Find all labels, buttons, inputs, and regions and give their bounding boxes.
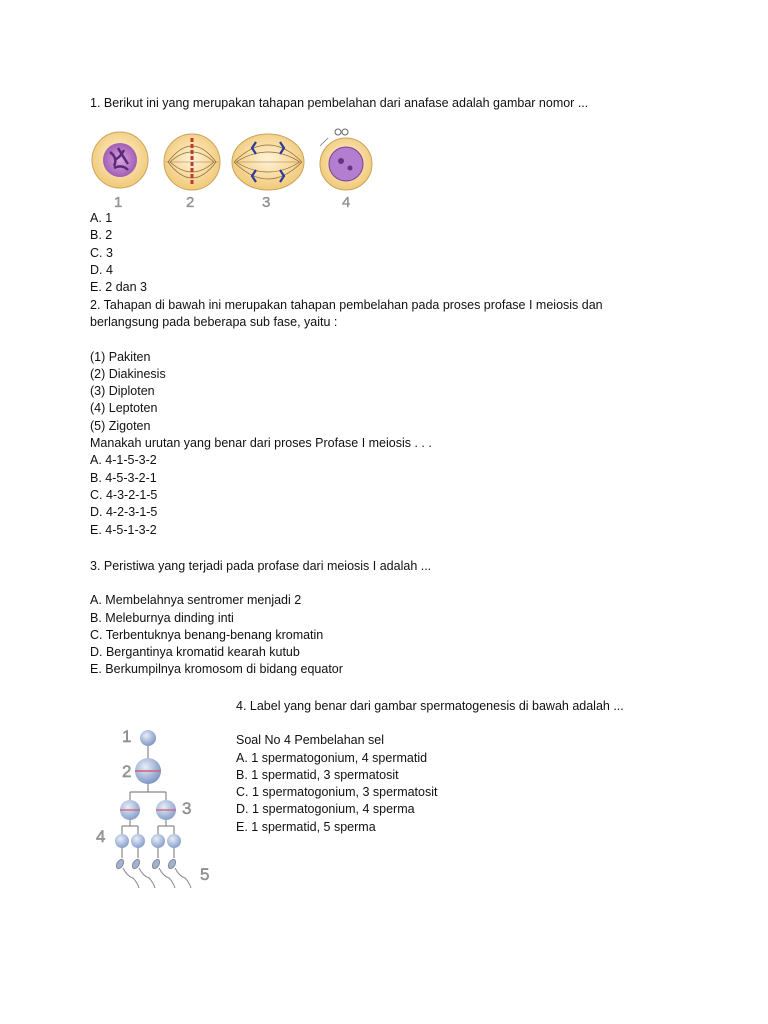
q2-option-b[interactable]: B. 4-5-3-2-1	[90, 470, 157, 485]
fig4-label-5: 5	[200, 865, 210, 884]
spermatogenesis-figure	[92, 722, 222, 902]
q1-question: 1. Berikut ini yang merupakan tahapan pembelahan dari anafase adalah gambar nomor ...	[90, 96, 589, 110]
fig4-label-3: 3	[182, 799, 192, 818]
q3-option-e[interactable]: E. Berkumpilnya kromosom di bidang equator	[90, 662, 343, 677]
q4-question: 4. Label yang benar dari gambar spermatogenesis di bawah adalah ...	[236, 699, 624, 713]
q1-option-e[interactable]: E. 2 dan 3	[90, 280, 147, 295]
mitosis-stages-figure	[88, 120, 378, 210]
q2-block	[90, 297, 603, 539]
cell-stage-1	[92, 132, 148, 188]
q2-option-c[interactable]: C. 4-3-2-1-5	[90, 487, 158, 502]
q4-option-b[interactable]: B. 1 spermatid, 3 spermatosit	[236, 767, 399, 782]
q4-option-c[interactable]: C. 1 spermatogonium, 3 spermatosit	[236, 785, 438, 800]
q2-option-d[interactable]: D. 4-2-3-1-5	[90, 505, 158, 520]
cell-stage-4	[320, 129, 372, 190]
fig1-label-1: 1	[114, 194, 123, 210]
q4-subtitle: Soal No 4 Pembelahan sel	[236, 733, 385, 748]
q2-option-a[interactable]: A. 4-1-5-3-2	[90, 453, 157, 468]
cell-stage-3	[232, 134, 304, 190]
q2-item-1: (1) Pakiten	[90, 349, 151, 364]
fig1-label-4: 4	[342, 194, 351, 210]
q3-option-b[interactable]: B. Meleburnya dinding inti	[90, 610, 234, 625]
q3-question: 3. Peristiwa yang terjadi pada profase dari meiosis I adalah ...	[90, 559, 432, 573]
fig4-label-2: 2	[122, 762, 132, 781]
q2-prompt: Manakah urutan yang benar dari proses Profase I meiosis . . .	[90, 436, 432, 451]
fig4-label-1: 1	[122, 727, 132, 746]
fig4-label-4: 4	[96, 827, 106, 846]
spermatid-cell	[151, 834, 165, 848]
q2-item-5: (5) Zigoten	[90, 418, 151, 433]
q4-option-a[interactable]: A. 1 spermatogonium, 4 spermatid	[236, 750, 428, 765]
q3-block	[90, 558, 431, 679]
q1-option-a[interactable]: A. 1	[90, 211, 113, 225]
q2-option-e[interactable]: E. 4-5-1-3-2	[90, 522, 157, 537]
q4-option-d[interactable]: D. 1 spermatogonium, 4 sperma	[236, 802, 415, 817]
q3-option-a[interactable]: A. Membelahnya sentromer menjadi 2	[90, 593, 302, 608]
q3-option-d[interactable]: D. Bergantinya kromatid kearah kutub	[90, 645, 300, 660]
q2-question-line1: 2. Tahapan di bawah ini merupakan tahapan pembelahan pada proses profase I meiosis dan	[90, 298, 603, 312]
q1-options	[90, 210, 147, 296]
q2-item-4: (4) Leptoten	[90, 401, 158, 416]
spermatid-cell	[131, 834, 145, 848]
q2-item-2: (2) Diakinesis	[90, 366, 166, 381]
q1-option-b[interactable]: B. 2	[90, 228, 113, 243]
fig1-label-3: 3	[262, 194, 271, 210]
q2-question-line2: berlangsung pada beberapa sub fase, yaitu :	[90, 315, 338, 330]
q3-option-c[interactable]: C. Terbentuknya benang-benang kromatin	[90, 627, 324, 642]
spermatid-cell	[167, 834, 181, 848]
q1-option-d[interactable]: D. 4	[90, 262, 113, 277]
fig1-label-2: 2	[186, 194, 195, 210]
q4-block	[236, 698, 624, 836]
cell-stage-2	[164, 134, 220, 190]
q4-option-e[interactable]: E. 1 spermatid, 5 sperma	[236, 819, 376, 834]
q1-option-c[interactable]: C. 3	[90, 245, 113, 260]
q2-item-3: (3) Diploten	[90, 384, 155, 399]
spermatogonium-cell	[140, 730, 156, 746]
spermatid-cell	[115, 834, 129, 848]
sperm-cells	[115, 858, 191, 888]
